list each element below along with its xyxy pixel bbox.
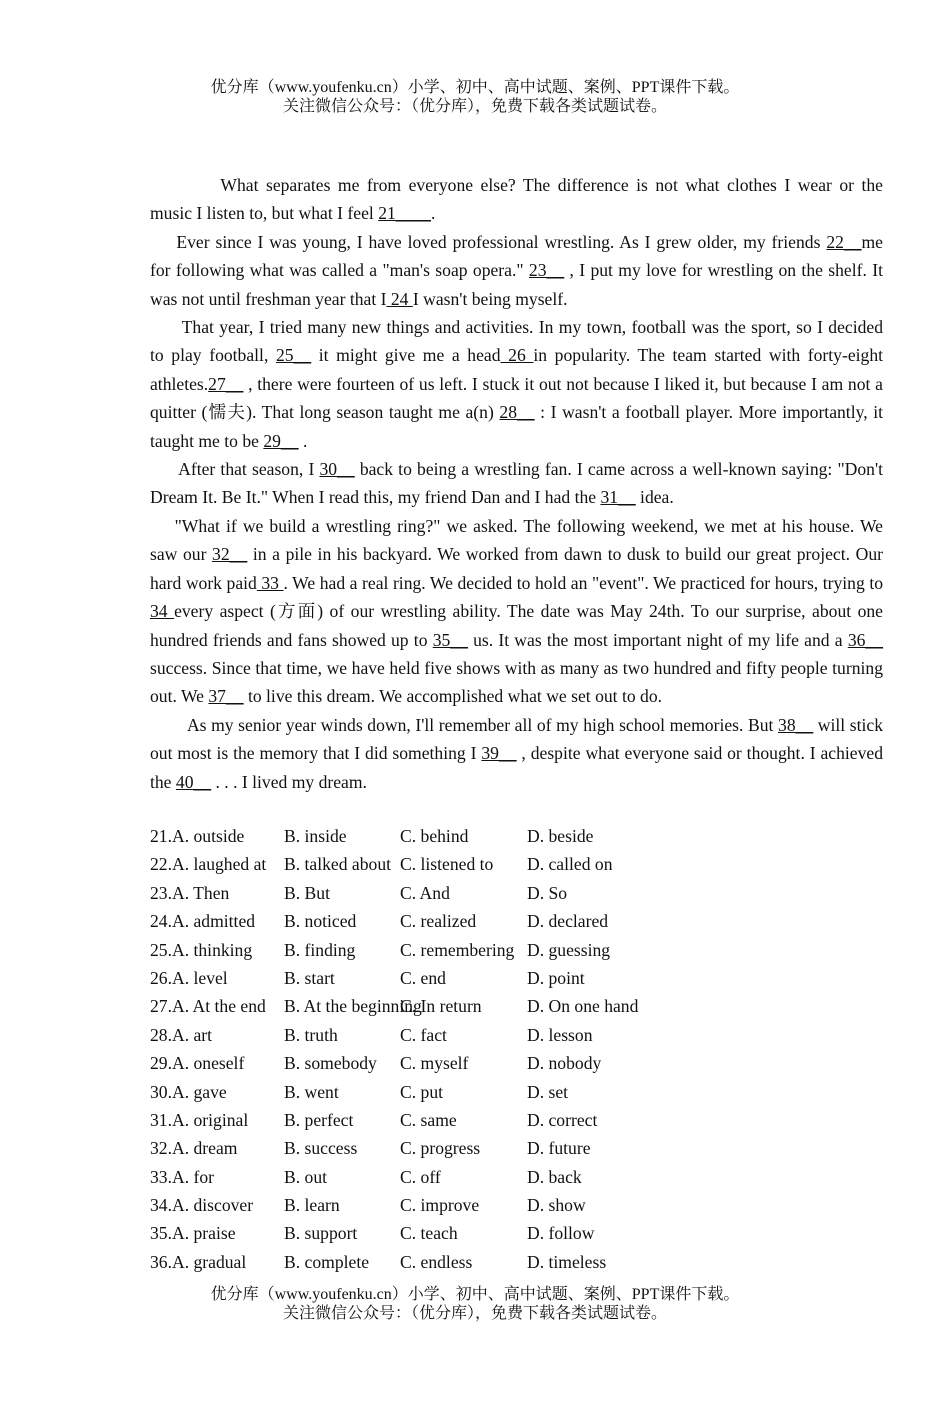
passage-paragraph (150, 171, 883, 228)
blank-number: 31__ (600, 487, 636, 508)
option-row (150, 1219, 883, 1247)
option-choice: D. future (527, 1138, 591, 1159)
passage-text: , I put my love for wrestling on the shelf. It was not until freshman year that I (150, 260, 883, 309)
passage-text: . (430, 203, 436, 224)
option-choice: D. On one hand (527, 996, 639, 1017)
option-row (150, 964, 883, 992)
option-choice: 32.A. dream (150, 1138, 238, 1159)
option-choice: D. point (527, 967, 585, 988)
option-choice: B. out (284, 1166, 328, 1187)
option-choice: C. endless (400, 1251, 473, 1272)
option-choice: D. follow (527, 1223, 595, 1244)
footer-line-1: 优分库（www.youfenku.cn）小学、初中、高中试题、案例、PPT课件下载。 (210, 1286, 740, 1303)
option-choice: 29.A. oneself (150, 1053, 245, 1074)
passage-text: will stick out most is the memory that I did something I (150, 714, 883, 764)
blank-number: 23__ (528, 260, 565, 281)
passage-text: back to being a wrestling fan. I came across a well-known saying: "Don't Dream It. Be It." When I read this, my friend Dan and I had the (150, 459, 884, 508)
passage-paragraph (150, 512, 883, 711)
passage-paragraph (150, 228, 883, 313)
blank-number: 24 (386, 288, 413, 309)
blank-number: 29__ (263, 430, 299, 451)
option-row (150, 1248, 883, 1276)
option-choice: B. finding (284, 939, 356, 960)
option-choice: C. listened to (400, 854, 494, 875)
passage-text: idea. (635, 487, 674, 508)
option-choice: B. At the beginning (284, 996, 422, 1017)
option-choice: 30.A. gave (150, 1081, 227, 1102)
passage-text: . We had a real ring. We decided to hold an "event". We practiced for hours, trying to (283, 572, 884, 593)
option-row (150, 1191, 883, 1219)
passage-paragraph (150, 313, 883, 455)
option-choice: B. truth (284, 1024, 338, 1045)
option-choice: D. back (527, 1166, 582, 1187)
option-choice: B. talked about (284, 854, 392, 875)
answer-options (150, 822, 883, 1276)
option-choice: 35.A. praise (150, 1223, 236, 1244)
option-choice: 36.A. gradual (150, 1251, 247, 1272)
blank-number: 32__ (212, 544, 248, 565)
option-row (150, 1106, 883, 1134)
blank-number: 28__ (499, 402, 535, 423)
option-choice: C. fact (400, 1024, 447, 1045)
option-row (150, 1021, 883, 1049)
option-choice: 33.A. for (150, 1166, 215, 1187)
option-row (150, 1049, 883, 1077)
option-choice: 27.A. At the end (150, 996, 266, 1017)
option-choice: D. declared (527, 911, 609, 932)
footer-line-2: 关注微信公众号：（优分库），免费下载各类试题试卷。 (282, 1305, 667, 1322)
passage-text: Ever since I was young, I have loved professional wrestling. As I grew older, my friends (176, 231, 827, 252)
option-choice: C. same (400, 1109, 457, 1130)
blank-number: 33 (256, 572, 284, 593)
option-choice: C. off (400, 1166, 441, 1187)
option-choice: B. success (284, 1138, 358, 1159)
option-choice: D. nobody (527, 1053, 602, 1074)
option-choice: B. learn (284, 1195, 340, 1216)
blank-number: 21____ (378, 203, 431, 224)
passage-paragraph (150, 455, 883, 512)
option-row (150, 850, 883, 878)
passage-text: in a pile in his backyard. We worked from dawn to dusk to build our great project. Our hard work paid (150, 544, 883, 593)
option-choice: C. end (400, 967, 446, 988)
passage-paragraph (150, 711, 883, 796)
blank-number: 22__ (826, 231, 862, 252)
option-choice: 31.A. original (150, 1109, 249, 1130)
option-choice: C. improve (400, 1195, 480, 1216)
option-choice: B. perfect (284, 1109, 354, 1130)
passage-text: "What if we build a wrestling ring?" we asked. The following weekend, we met at his house. We saw our (150, 515, 883, 565)
option-choice: C. remembering (400, 939, 515, 960)
option-choice: 23.A. Then (150, 882, 230, 903)
header-line-2: 关注微信公众号：（优分库），免费下载各类试题试卷。 (282, 98, 667, 115)
option-choice: 34.A. discover (150, 1195, 254, 1216)
option-row (150, 1163, 883, 1191)
option-choice: C. put (400, 1081, 444, 1102)
option-choice: C. teach (400, 1223, 458, 1244)
option-choice: D. called on (527, 854, 613, 875)
option-choice: D. set (527, 1081, 569, 1102)
passage-text: every aspect (方面) of our wrestling ability. The date was May 24th. To our surprise, about one hundred friends and fans showed up to (150, 601, 883, 650)
option-row (150, 822, 883, 850)
option-choice: C. In return (400, 996, 482, 1017)
page-footer (0, 1285, 950, 1323)
option-choice: C. behind (400, 826, 469, 846)
passage-text: it might give me a head (311, 345, 501, 366)
option-choice: 24.A. admitted (150, 911, 256, 932)
blank-number: 35__ (432, 629, 468, 650)
option-choice: C. myself (400, 1053, 469, 1074)
passage-text: us. It was the most important night of my life and a (467, 629, 848, 650)
blank-number: 36__ (847, 629, 883, 650)
option-row (150, 992, 883, 1020)
option-choice: B. went (284, 1081, 339, 1102)
blank-number: 34 (150, 601, 175, 622)
option-choice: B. somebody (284, 1053, 377, 1074)
blank-number: 25__ (275, 345, 312, 366)
option-choice: 22.A. laughed at (150, 854, 267, 875)
option-choice: B. complete (284, 1251, 370, 1272)
option-choice: C. progress (400, 1138, 481, 1159)
option-choice: 25.A. thinking (150, 939, 253, 960)
passage-text: What separates me from everyone else? The difference is not what clothes I wear or the music I listen to, but what I feel (150, 175, 883, 224)
option-choice: B. start (284, 967, 335, 988)
passage-text: , despite what everyone said or thought. I achieved the (150, 743, 883, 792)
passage-text: me for following what was called a "man's soap opera." (150, 231, 883, 281)
option-row (150, 1078, 883, 1106)
passage-text: I wasn't being myself. (412, 288, 568, 309)
option-choice: C. realized (400, 911, 477, 932)
option-row (150, 936, 883, 964)
passage-text: in popularity. The team started with forty-eight athletes. (150, 345, 884, 394)
passage-text: : I wasn't a football player. More importantly, it taught me to be (150, 402, 883, 451)
page-header (0, 78, 950, 116)
passage-text: . . . I lived my dream. (211, 771, 367, 792)
option-choice: 28.A. art (150, 1024, 213, 1045)
header-line-1: 优分库（www.youfenku.cn）小学、初中、高中试题、案例、PPT课件下载。 (210, 79, 740, 96)
blank-number: 39__ (481, 743, 517, 764)
passage-text: . (298, 430, 308, 451)
blank-number: 30__ (319, 459, 355, 480)
passage-text: After that season, I (178, 459, 320, 480)
passage-text: to live this dream. We accomplished what we set out to do. (243, 686, 663, 707)
passage-text: success. Since that time, we have held five shows with as many as two hundred and fifty people turning out. We (150, 657, 883, 707)
passage-text: That year, I tried many new things and activities. In my town, football was the sport, so I decided to play football, (150, 317, 883, 366)
option-choice: 26.A. level (150, 967, 228, 988)
passage-text: , there were fourteen of us left. I stuck it out not because I liked it, but because I am not a quitter (懦夫). That long season taught me a(n) (150, 373, 883, 423)
option-choice: D. beside (527, 826, 594, 846)
option-choice: D. timeless (527, 1251, 607, 1272)
option-choice: D. guessing (527, 939, 611, 960)
option-choice: B. noticed (284, 911, 357, 932)
blank-number: 26 (500, 345, 534, 366)
option-choice: B. inside (284, 826, 347, 846)
blank-number: 27__ (208, 373, 244, 394)
option-choice: D. show (527, 1195, 586, 1216)
passage-text: As my senior year winds down, I'll remember all of my high school memories. But (186, 714, 779, 735)
cloze-passage (150, 171, 883, 796)
option-choice: B. But (284, 882, 330, 903)
option-row (150, 879, 883, 907)
option-row (150, 907, 883, 935)
option-choice: D. lesson (527, 1024, 593, 1045)
blank-number: 40__ (175, 771, 212, 792)
option-choice: D. correct (527, 1109, 598, 1130)
blank-number: 38__ (778, 714, 814, 735)
option-choice: 21.A. outside (150, 826, 245, 846)
option-choice: D. So (527, 882, 568, 903)
option-choice: B. support (284, 1223, 358, 1244)
option-choice: C. And (400, 882, 450, 903)
option-row (150, 1134, 883, 1162)
blank-number: 37__ (208, 686, 244, 707)
